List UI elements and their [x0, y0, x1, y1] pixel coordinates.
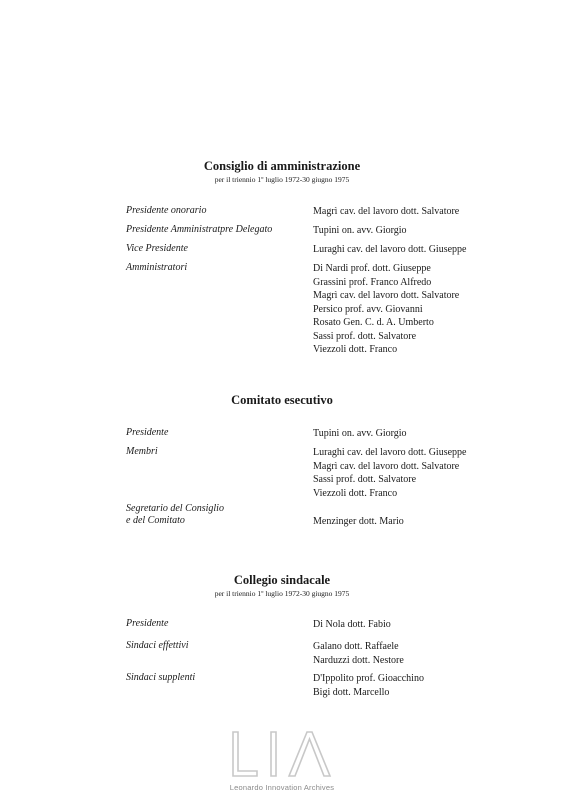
section-collegio [0, 572, 564, 702]
lia-logo-icon [227, 728, 337, 782]
names-list [313, 672, 553, 699]
role-list [0, 205, 564, 357]
section-subtitle: per il triennio 1º luglio 1972-30 giugno 1975 [214, 589, 350, 598]
role-label: Presidente onorario [126, 205, 207, 216]
role-row [0, 205, 564, 224]
names-list [313, 618, 553, 632]
person-name: Tupini on. avv. Giorgio [313, 428, 407, 439]
section-comitato [0, 392, 564, 535]
names-list [313, 243, 553, 257]
section-title: Comitato esecutivo [231, 393, 333, 407]
person-name: Viezzoli dott. Franco [313, 487, 398, 499]
role-row [0, 503, 564, 535]
person-name: Rosato Gen. C. d. A. Umberto [313, 317, 434, 328]
section-title: Collegio sindacale [233, 573, 331, 587]
person-name: Di Nola dott. Fabio [313, 619, 391, 630]
role-label: Vice Presidente [126, 243, 188, 254]
section-title: Consiglio di amministrazione [203, 159, 361, 173]
person-name: Luraghi cav. del lavoro dott. Giuseppe [313, 244, 467, 255]
person-name: Di Nardi prof. dott. Giuseppe [313, 263, 431, 274]
names-list [313, 640, 553, 667]
role-row [0, 640, 564, 672]
role-row [0, 618, 564, 640]
role-row [0, 427, 564, 446]
person-name: Menzinger dott. Mario [313, 516, 404, 527]
role-list [0, 427, 564, 535]
role-list [0, 618, 564, 702]
role-label-line: Segretario del Consiglio [126, 503, 224, 514]
person-name: Luraghi cav. del lavoro dott. Giuseppe [313, 447, 467, 458]
archive-watermark [0, 728, 564, 792]
section-subtitle: per il triennio 1º luglio 1972-30 giugno 1975 [214, 175, 350, 184]
role-label: Presidente [126, 618, 169, 629]
names-list [313, 205, 553, 219]
watermark-caption: Leonardo Innovation Archives [229, 783, 335, 792]
role-row [0, 672, 564, 702]
role-label: Membri [126, 446, 158, 457]
person-name: Magrì cav. del lavoro dott. Salvatore [313, 290, 460, 301]
names-list [313, 224, 553, 238]
role-row [0, 224, 564, 243]
role-label-line: e del Comitato [126, 515, 185, 526]
role-label: Sindaci effettivi [126, 640, 189, 651]
person-name: Viezzoli dott. Franco [313, 344, 398, 355]
role-label [126, 503, 306, 527]
names-list [313, 427, 553, 441]
names-list [313, 262, 553, 357]
role-row [0, 243, 564, 262]
person-name: Tupini on. avv. Giorgio [313, 225, 407, 236]
section-consiglio [0, 158, 564, 357]
role-label: Amministratori [126, 262, 188, 273]
person-name: Magrì cav. del lavoro dott. Salvatore [313, 206, 460, 217]
person-name: Galano dott. Raffaele [313, 641, 399, 652]
person-name: D'Ippolito prof. Gioacchino [313, 673, 424, 684]
names-list [313, 515, 553, 529]
person-name: Magrì cav. del lavoro dott. Salvatore [313, 460, 460, 472]
names-list [313, 446, 553, 500]
person-name: Persico prof. avv. Giovanni [313, 303, 423, 315]
role-label: Presidente Amministratpre Delegato [126, 224, 273, 235]
role-label: Sindaci supplenti [126, 672, 196, 683]
person-name: Narduzzi dott. Nestore [313, 654, 404, 666]
role-row [0, 262, 564, 357]
person-name: Bigi dott. Marcello [313, 686, 390, 698]
role-label: Presidente [126, 427, 169, 438]
role-row [0, 446, 564, 503]
person-name: Sassi prof. dott. Salvatore [313, 474, 417, 485]
person-name: Sassi prof. dott. Salvatore [313, 330, 417, 342]
person-name: Grassini prof. Franco Alfredo [313, 276, 432, 288]
